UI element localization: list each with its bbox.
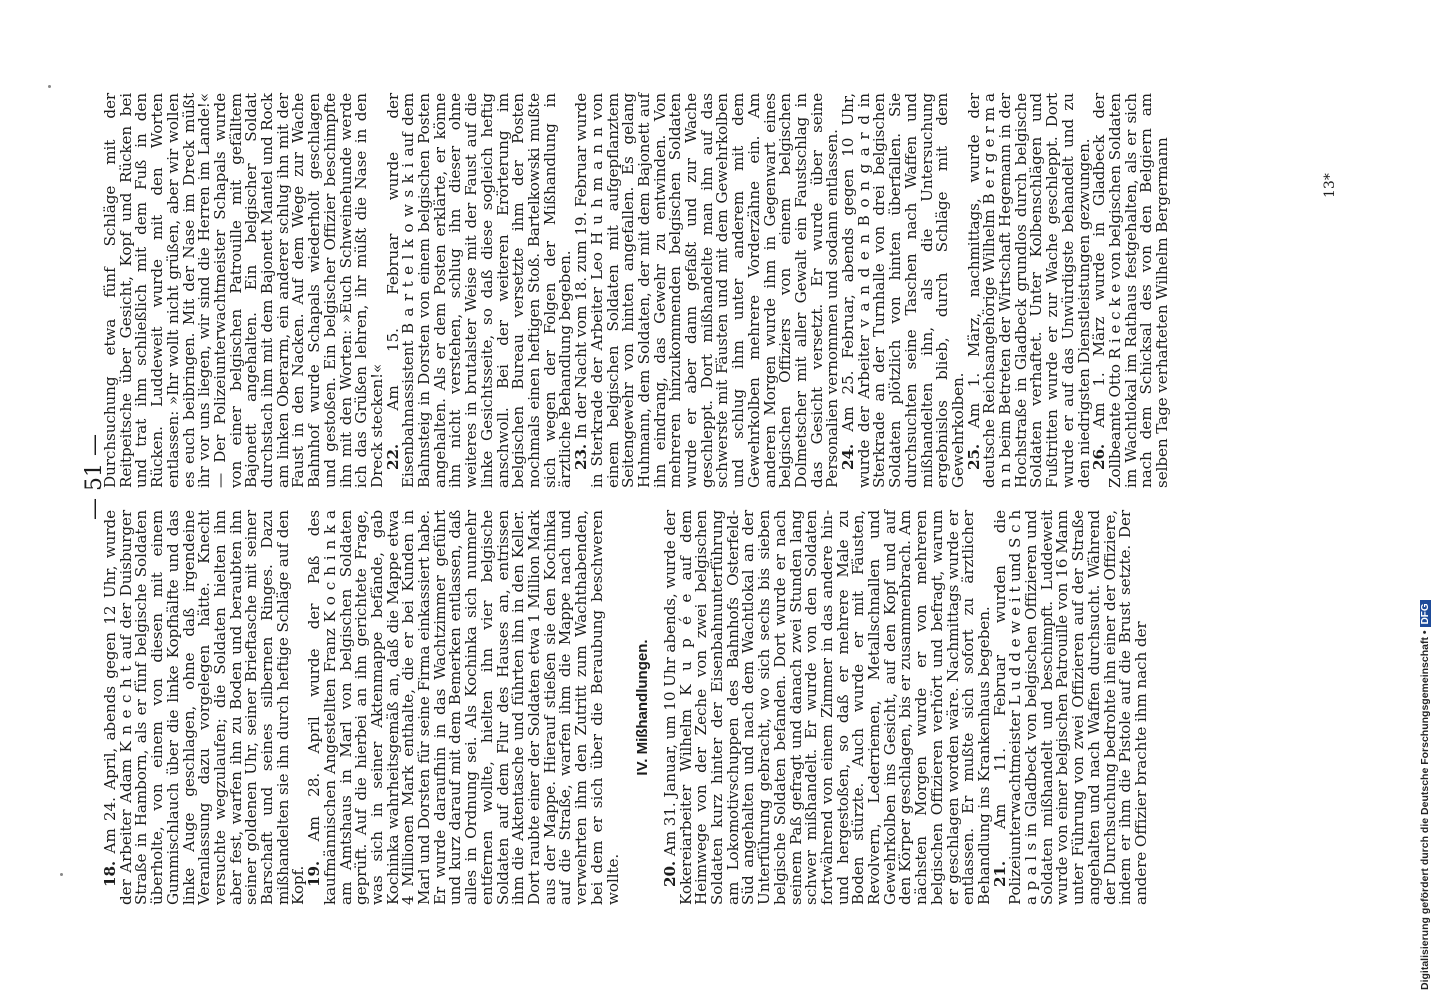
scan-speck — [48, 85, 51, 88]
section-title: IV. Mißhandlungen. — [634, 639, 652, 776]
paragraph-26: 26. Am 1. März wurde in Gladbeck der Zollbeamte Otto R i e c k e von belgischen Soldaten im Wachtlokal im Rathaus festgehalten, als er sich nach dem Schicksal des von den Belgiern am selben Tage verhafteten Wilhelm Bergermann — [1090, 93, 1172, 488]
paragraph-24: 24. Am 25. Februar, abends gegen 10 Uhr, wurde der Arbeiter v a n d e n B o n g a r d in Sterkrade an der Turnhalle von drei belgischen Soldaten plötzlich von hinten überfallen. Sie durchsuchten seine Taschen nach Waffen und mißhandelten ihn, als die Untersuchung ergebnislos blieb, durch Schläge mit dem Gewehrkolben. — [839, 93, 967, 488]
paragraph-21: 21. Am 11. Februar wurden die Polizeiunterwachtmeister L u d d e w e i t und S c h a p a l s in Gladbeck von belgischen Offizieren und Soldaten mißhandelt und beschimpft. Luddeweit wurde von einer belgischen Patrouille von 16 Mann unter Führung von zwei Offizieren auf der Straße angehalten und nach Waffen durchsucht. Während der Durchsuchung bedrohte ihn einer der Offiziere, indem er ihm die Pistole auf die Brust setzte. Der andere Offizier brachte ihm nach der — [990, 510, 1150, 905]
paragraph-number: 24. — [839, 443, 858, 470]
paragraph-22: 22. Am 15. Februar wurde der Eisenbahnassistent B a r t e l k o w s k i auf dem Bahnsteig in Dorsten von einem belgischen Posten angehalten. Als er dem Posten erklärte, er könne ihn nicht verstehen, schlug ihn dieser ohne weiteres in brutalster Weise mit der Faust auf die linke Gesichtsseite, so daß diese sogleich heftig anschwoll. Bei der weiteren Erörterung im belgischen Bureau versetzte ihm der Posten nochmals einen heftigen Stoß. Bartelkowski mußte sich wegen der Folgen der Mißhandlung in ärztliche Behandlung begeben. — [383, 93, 575, 488]
dfg-logo: DFG — [1420, 600, 1431, 627]
column-one — [103, 510, 1343, 905]
paragraph-21-continued: Durchsuchung etwa fünf Schläge mit der Reitpeitsche über Gesicht, Kopf und Rücken bei und trat ihm schließlich mit dem Fuß in den Rücken. Luddeweit wurde mit den Worten entlassen: »Ihr wollt nicht grüßen, aber wir wollen es euch beibringen. Mit der Nase im Dreck müßt ihr vor uns liegen, wir sind die Herren im Lande!« — Der Polizeiunterwachtmeister Schapals wurde von einer belgischen Patrouille mit gefälltem Bajonett angehalten. Ein belgischer Soldat durchstach ihm mit dem Bajonett Mantel und Rock am linken Oberarm, ein anderer schlug ihn mit der Faust in den Nacken. Auf dem Wege zur Wache Bahnhof wurde Schapals wiederholt geschlagen und gestoßen. Ein belgischer Offizier beschimpfte ihn mit den Worten: »Euch Schweinehunde werde ich das Grüßen lehren, ihr müßt die Nase in den Dreck stecken!« — [101, 93, 386, 488]
paragraph-number: 23. — [572, 443, 591, 470]
scan-speck — [60, 873, 63, 876]
paragraph-number: 21. — [990, 860, 1009, 887]
page-number: — 51 — — [82, 434, 107, 520]
paragraph-number: 22. — [383, 443, 402, 470]
paragraph-number: 19. — [305, 860, 324, 887]
paragraph-number: 20. — [660, 860, 679, 887]
paragraph-number: 25. — [964, 443, 983, 470]
digitization-note: Digitalisierung gefördert durch die Deutsche Forschungsgemeinschaft •DFG — [1419, 600, 1431, 990]
paragraph-25: 25. Am 1. März, nachmittags, wurde der deutsche Reichsangehörige Wilhelm B e r g e r m a n n beim Betreten der Wirtschaft Hegemann in der Hochstraße in Gladbeck grundlos durch belgische Soldaten verhaftet. Unter Kolbenschlägen und Fußtritten wurde er zur Wache geschleppt. Dort wurde er auf das Unwürdigste behandelt und zu den niedrigsten Dienstleistungen gezwungen. — [964, 93, 1093, 488]
paragraph-number: 18. — [101, 860, 119, 887]
signature-mark: 13* — [1322, 173, 1338, 198]
paragraph-20: 20. Am 31. Januar, um 10 Uhr abends, wurde der Kokereiarbeiter Wilhelm K u p é e auf dem Heimwege von der Zeche von zwei belgischen Soldaten kurz hinter der Eisenbahnunterführung am Lokomotivschuppen des Bahnhofs Osterfeld-Süd angehalten und nach dem Wachtlokal an der Unterführung gebracht, wo sich sechs bis sieben belgische Soldaten befanden. Dort wurde er nach seinem Paß gefragt und danach zwei Stunden lang schwer mißhandelt. Er wurde von den Soldaten fortwährend von einem Zimmer in das andere hin- und hergestoßen, so daß er mehrere Male zu Boden stürzte. Auch wurde er mit Fäusten, Revolvern, Lederriemen, Metallschnallen und Gewehrkolben ins Gesicht, auf den Kopf und auf den Körper geschlagen, bis er zusammenbrach. Am nächsten Morgen wurde er von mehreren belgischen Offizieren verhört und befragt, warum er geschlagen worden wäre. Nachmittags wurde er entlassen. Er mußte sich sofort zu ärztlicher Behandlung ins Krankenhaus begeben. — [660, 510, 993, 905]
paragraph-23: 23. In der Nacht vom 18. zum 19. Februar wurde in Sterkrade der Arbeiter Leo H u h m a n n von einem belgischen Soldaten mit aufgepflanztem Seitengewehr von hinten angefallen. Es gelang Huhmann, dem Soldaten, der mit dem Bajonett auf ihn eindrang, das Gewehr zu entwinden. Von mehreren hinzukommenden belgischen Soldaten wurde er aber dann gefaßt und zur Wache geschleppt. Dort mißhandelte man ihn auf das schwerste mit Fäusten und mit dem Gewehrkolben und schlug ihm unter anderem mit dem Gewehrkolben mehrere Vorderzähne ein. Am anderen Morgen wurde ihm in Gegenwart eines belgischen Offiziers von einem belgischen Dolmetscher mit aller Gewalt ein Faustschlag in das Gesicht versetzt. Er wurde über seine Personalien vernommen und sodann entlassen. — [572, 93, 842, 488]
paragraph-19: 19. Am 28. April wurde der Paß des kaufmännischen Angestellten Franz K o c h i n k a am Amtshaus in Marl von belgischen Soldaten geprüft. Auf die hierbei an ihn gerichtete Frage, was sich in seiner Aktenmappe befände, gab Kochinka wahrheitsgemäß an, daß die Mappe etwa 4 Millionen Mark enthalte, die er bei Kunden in Marl und Dorsten für seine Firma einkassiert habe. Er wurde daraufhin in das Wachtzimmer geführt und kurz darauf mit dem Bemerken entlassen, daß alles in Ordnung sei. Als Kochinka sich nunmehr entfernen wollte, hielten ihn vier belgische Soldaten auf dem Flur des Hauses an, entrissen ihm die Aktentasche und führten ihn in den Keller. Dort raubte einer der Soldaten etwa 1 Million Mark aus der Mappe. Hierauf stießen sie den Kochinka auf die Straße, warfen ihm die Mappe nach und verwehrten ihm den Zutritt zum Wachthabenden, bei dem er sich über die Beraubung beschweren wollte. — [305, 510, 622, 905]
paragraph-number: 26. — [1090, 443, 1109, 470]
paragraph-18: 18. Am 24. April, abends gegen 12 Uhr, wurde der Arbeiter Adam K n e c h t auf der Duisburger Straße in Hamborn, als er fünf belgische Soldaten überholte, von einem von diesen mit einem Gummischlauch über die linke Kopfhälfte und das linke Auge geschlagen, ohne daß irgendeine Veranlassung dazu vorgelegen hätte. Knecht versuchte wegzulaufen; die Soldaten hielten ihn aber fest, warfen ihn zu Boden und beraubten ihn seiner goldenen Uhr, seiner Brieftasche mit seiner Barschaft und seines silbernen Ringes. Dazu mißhandelten sie ihn durch heftige Schläge auf den Kopf. — [101, 510, 308, 905]
